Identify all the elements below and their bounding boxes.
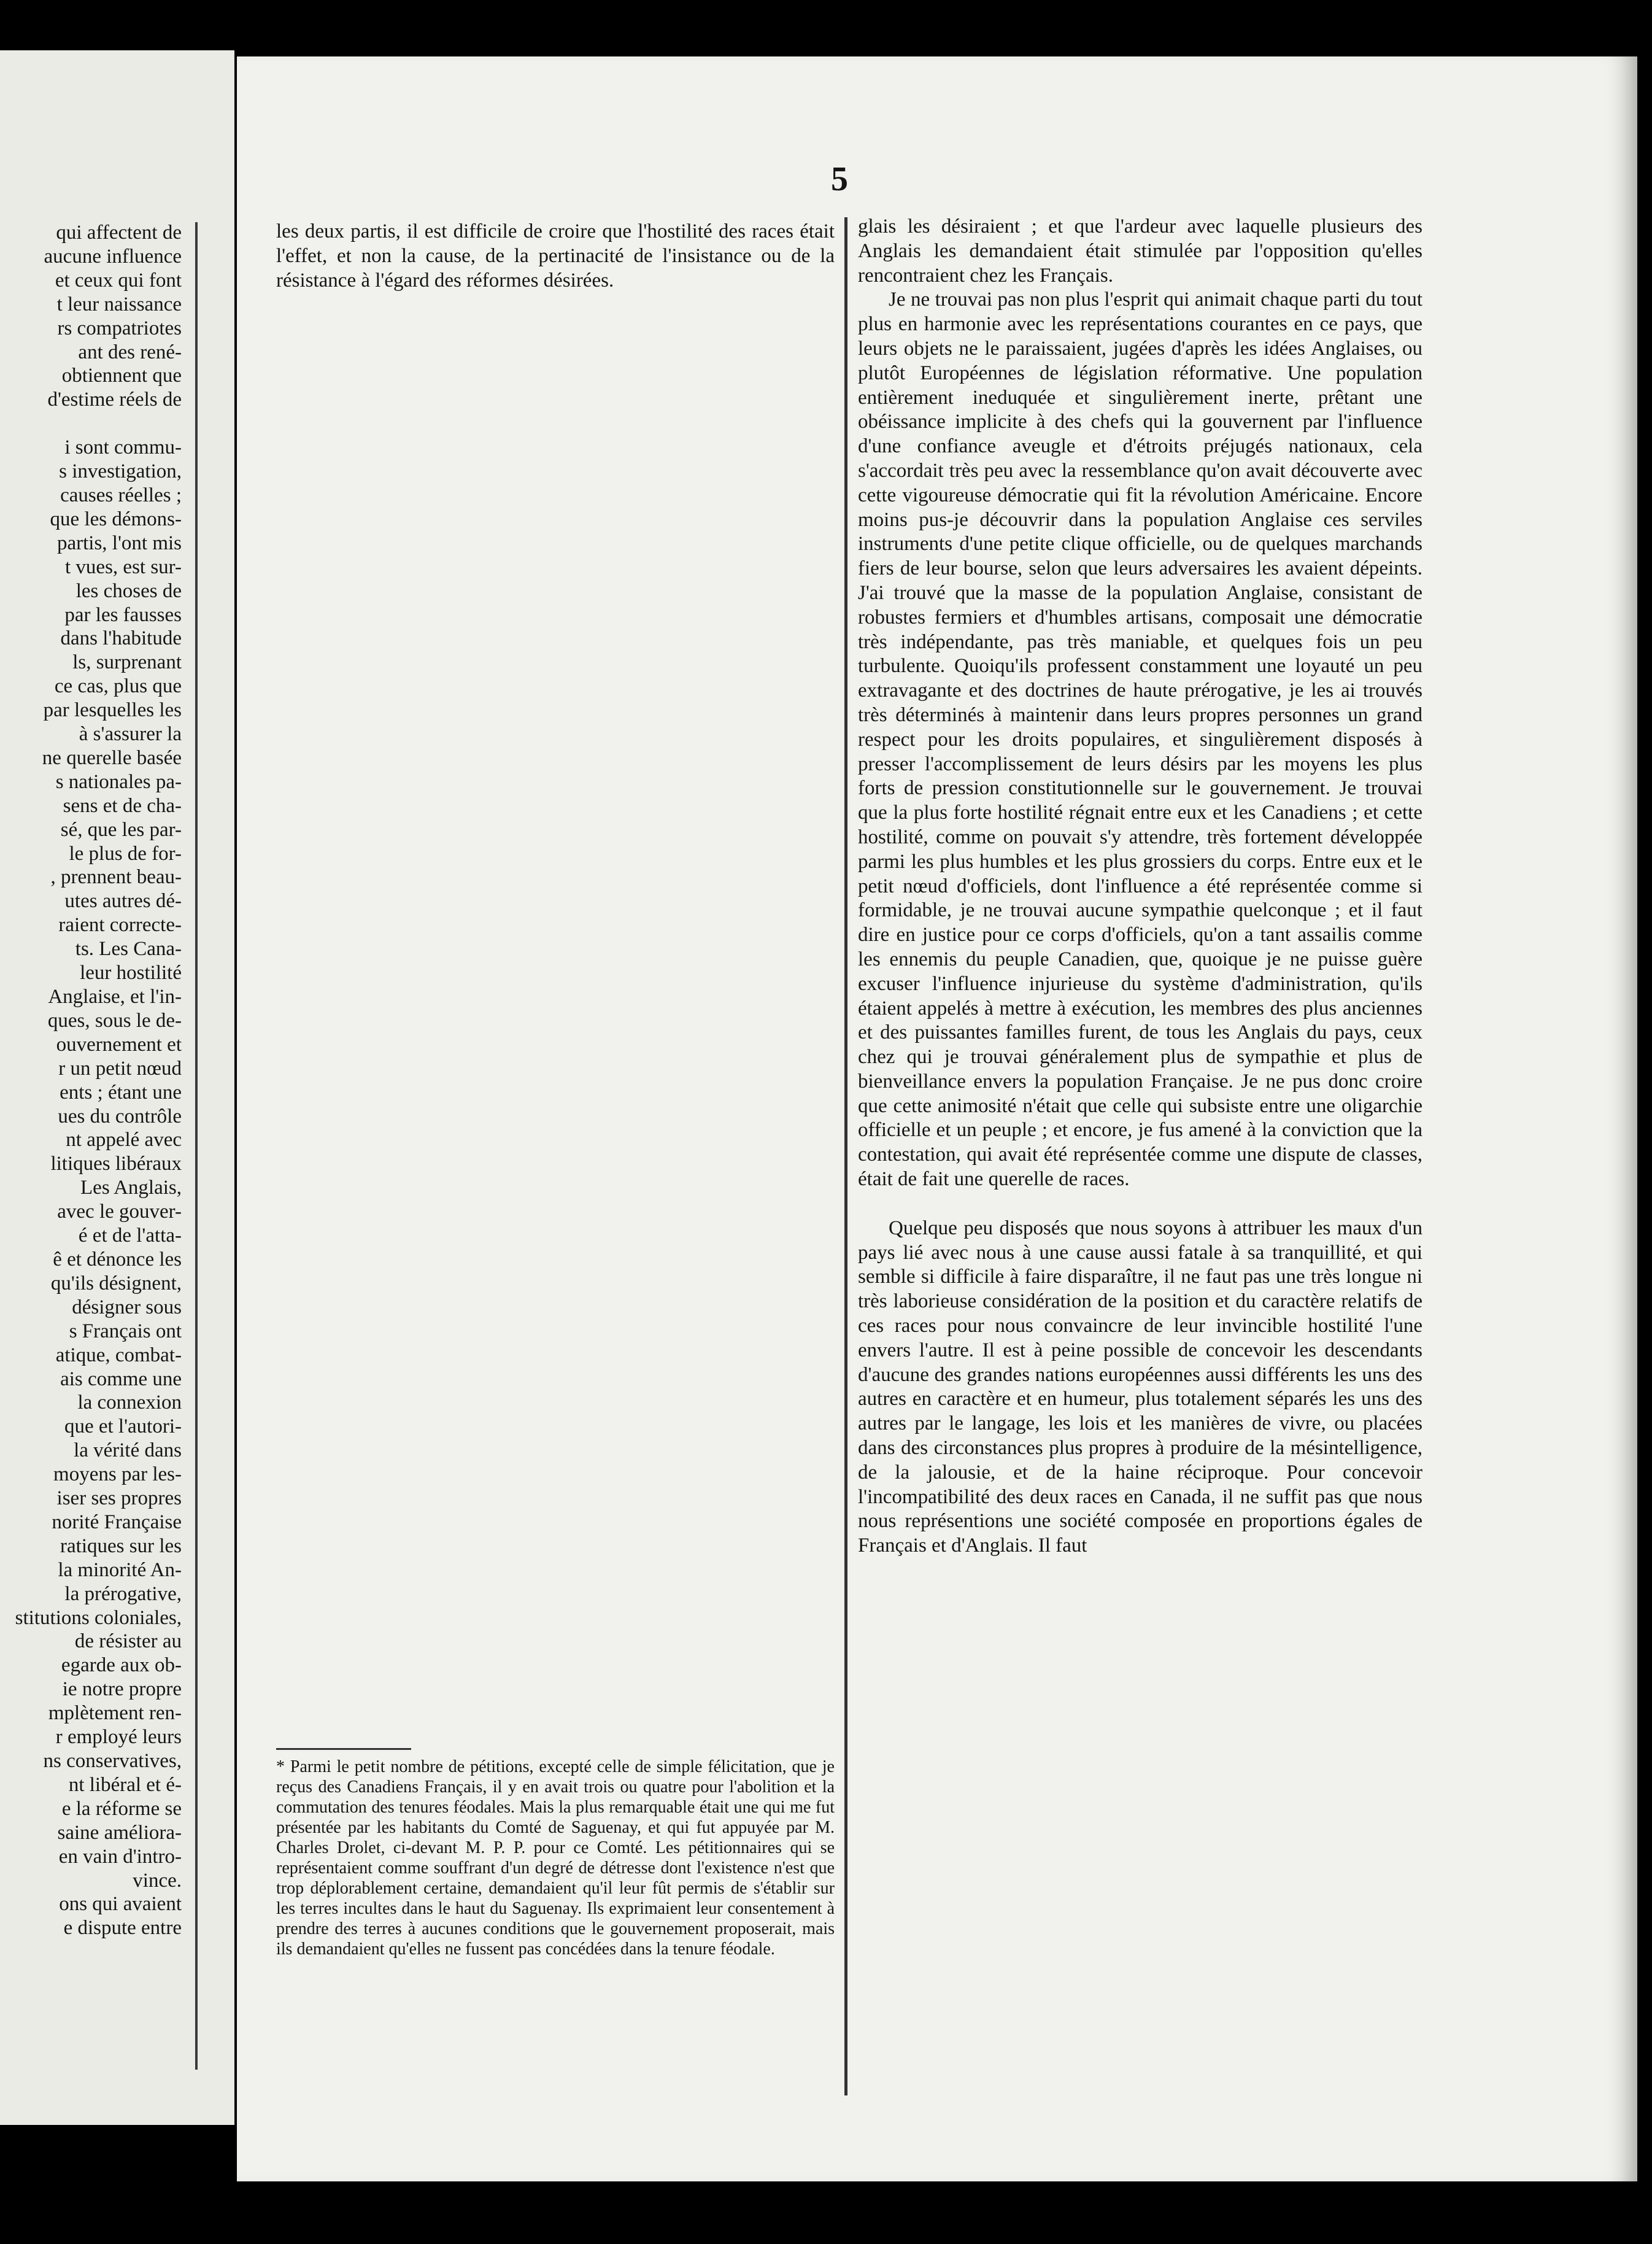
facing-page-line: la connexion bbox=[77, 1391, 182, 1414]
document-page bbox=[237, 56, 1637, 2181]
facing-page-line: et ceux qui font bbox=[55, 269, 182, 292]
facing-page-line: en vain d'intro- bbox=[58, 1845, 182, 1868]
facing-page-line: d'estime réels de bbox=[47, 389, 182, 411]
facing-page-line: Anglaise, et l'in- bbox=[48, 986, 182, 1008]
facing-page-line: t leur naissance bbox=[56, 293, 182, 315]
facing-page-line: dans l'habitude bbox=[60, 627, 182, 650]
facing-page-line: egarde aux ob- bbox=[61, 1654, 182, 1677]
facing-page-line: rs compatriotes bbox=[57, 317, 182, 339]
facing-page-line: par lesquelles les bbox=[43, 699, 182, 722]
facing-page-line: les choses de bbox=[75, 579, 182, 602]
facing-page-line: utes autres dé- bbox=[64, 890, 182, 913]
facing-page-text-column bbox=[0, 221, 182, 1940]
paragraph: les deux partis, il est difficile de croire que l'hostilité des races était l'effet, et non la cause, de la pertinacité de l'insistance ou de la résistance à l'égard des réformes désirées. bbox=[276, 220, 835, 292]
paragraph: Quelque peu disposés que nous soyons à attribuer les maux d'un pays lié avec nous à une cause aussi fatale à sa tranquillité, et qui semble si difficile à faire disparaître, il ne faut pas une très longue ni très laborieuse considération de la position et du caractère relatifs de ces races pour nous convaincre de leur invincible hostilité l'une envers l'autre. Il est à peine possible de concevoir les descendants d'aucune des grandes nations européennes aussi différents les uns des autres en caractère et en humeur, plus totalement séparés les uns des autres par le langage, les lois et les manières de vivre, ou placées dans des circonstances plus propres à produire de la mésintelligence, de la jalousie, et de la haine réciproque. Pour concevoir l'incompatibilité des deux races en Canada, il ne suffit pas que nous nous représentions une société composée en proportions égales de Français et d'Anglais. Il faut bbox=[858, 1217, 1422, 1557]
facing-page-line: norité Française bbox=[52, 1511, 182, 1533]
facing-page-line: la prérogative, bbox=[64, 1582, 182, 1605]
facing-page-line: i sont commu- bbox=[64, 436, 182, 459]
facing-page-line: atique, combat- bbox=[55, 1344, 182, 1366]
facing-page-line: que les démons- bbox=[50, 508, 182, 530]
facing-page-line bbox=[0, 412, 182, 436]
facing-page-line: ouvernement et bbox=[56, 1033, 182, 1056]
facing-page-line: désigner sous bbox=[72, 1296, 182, 1318]
facing-page-line: ons qui avaient bbox=[59, 1893, 182, 1916]
facing-page-line: r un petit nœud bbox=[58, 1057, 182, 1080]
facing-page-line: r employé leurs bbox=[55, 1726, 182, 1749]
page-number: 5 bbox=[831, 160, 848, 198]
section-spacer bbox=[858, 1192, 1422, 1217]
facing-page-line: leur hostilité bbox=[80, 962, 182, 985]
facing-page-line: raient correcte- bbox=[58, 914, 182, 937]
facing-page-line: s nationales pa- bbox=[55, 770, 182, 793]
facing-page-line: litiques libéraux bbox=[50, 1153, 182, 1175]
facing-page-line: e dispute entre bbox=[63, 1917, 182, 1940]
facing-page-line: vince. bbox=[133, 1869, 182, 1892]
facing-page-line: mplètement ren- bbox=[48, 1702, 182, 1725]
facing-page-line: ls, surprenant bbox=[72, 651, 182, 674]
facing-page-line: Les Anglais, bbox=[80, 1177, 182, 1199]
facing-page-line: stitutions coloniales, bbox=[15, 1606, 182, 1629]
facing-page-line: par les fausses bbox=[64, 603, 182, 626]
facing-page-line: ais comme une bbox=[60, 1368, 182, 1390]
facing-page-line: ratiques sur les bbox=[60, 1534, 182, 1557]
facing-page-line: ques, sous le de- bbox=[47, 1009, 182, 1032]
facing-page-line: , prennent beau- bbox=[50, 866, 182, 889]
facing-page-line: que et l'autori- bbox=[64, 1415, 182, 1438]
facing-page-line: la minorité An- bbox=[58, 1558, 182, 1581]
facing-page-line: à s'assurer la bbox=[79, 723, 182, 746]
facing-page-line: t vues, est sur- bbox=[65, 555, 182, 578]
facing-page-line: ê et dénonce les bbox=[53, 1248, 182, 1271]
facing-page-line: ce cas, plus que bbox=[54, 675, 182, 698]
facing-page-line: qui affectent de bbox=[56, 222, 182, 244]
footnote: * Parmi le petit nombre de pétitions, excepté celle de simple félicitation, que je reçus des Canadiens Français, il y en avait trois ou quatre pour l'abolition et la commutation des tenures féodales. Mais la plus remarquable était une qui me fut présentée par les habitants du Comté de Saguenay, et qui fut appuyée par M. Charles Drolet, ci-devant M. P. P. pour ce Comté. Les pétitionnaires qui se représentaient comme souffrant d'un degré de détresse dont l'existence n'est que trop déplorablement certaine, demandaient qu'il leur fût permis de s'établir sur les terres incultes dans le haut du Saguenay. Ils exprimaient leur consentement à prendre des terres à aucunes conditions que le gouvernement proposerait, mais ils demandaient qu'elles ne fussent pas concédées dans la tenure féodale. bbox=[276, 1757, 835, 1959]
facing-page-line: ne querelle basée bbox=[42, 746, 182, 769]
facing-page-line: sé, que les par- bbox=[60, 818, 182, 841]
paragraph: glais les désiraient ; et que l'ardeur avec laquelle plusieurs des Anglais les demandaient était stimulée par l'opposition qu'elles rencontraient chez les Français. bbox=[858, 215, 1422, 287]
facing-page-line: s Français ont bbox=[69, 1320, 182, 1342]
text-column-right bbox=[858, 215, 1422, 1558]
facing-page-line: iser ses propres bbox=[56, 1487, 182, 1510]
facing-page-line: ant des rené- bbox=[78, 341, 182, 363]
facing-page-line: é et de l'atta- bbox=[78, 1225, 182, 1247]
text-column-left bbox=[276, 220, 835, 293]
facing-page-line: partis, l'ont mis bbox=[56, 532, 182, 554]
facing-page-line: causes réelles ; bbox=[60, 484, 182, 506]
facing-page-line: e la réforme se bbox=[61, 1797, 182, 1820]
facing-page-line: ues du contrôle bbox=[58, 1105, 182, 1128]
facing-page-line: le plus de for- bbox=[69, 842, 182, 865]
facing-page-line: ents ; étant une bbox=[60, 1081, 182, 1104]
facing-page-line: nt libéral et é- bbox=[68, 1773, 182, 1796]
facing-page-line: de résister au bbox=[74, 1630, 182, 1653]
facing-page-line: la vérité dans bbox=[74, 1439, 182, 1462]
facing-page-line: qu'ils désignent, bbox=[50, 1272, 182, 1294]
facing-page-fragment bbox=[0, 50, 234, 2125]
facing-page-line: ts. Les Cana- bbox=[75, 938, 182, 961]
facing-page-line: ie notre propre bbox=[62, 1678, 182, 1701]
column-rule bbox=[844, 217, 847, 2095]
facing-page-line: saine améliora- bbox=[57, 1821, 182, 1844]
facing-page-line: moyens par les- bbox=[53, 1463, 182, 1486]
facing-page-column-rule bbox=[195, 222, 198, 2070]
facing-page-line: s investigation, bbox=[59, 460, 182, 483]
facing-page-line: ns conservatives, bbox=[43, 1750, 182, 1772]
facing-page-line: obtiennent que bbox=[61, 365, 182, 387]
facing-page-line: nt appelé avec bbox=[66, 1129, 182, 1151]
paragraph: Je ne trouvai pas non plus l'esprit qui animait chaque parti du tout plus en harmonie avec les représentations courantes en ce pays, que leurs objets ne le paraissaient, jugées d'après les idées Anglaises, ou plutôt Européennes de législation réformative. Une population entièrement ineduquée et singulièrement inerte, prêtant une obéissance implicite à des chefs qui la gouvernent par l'influence d'une confiance aveugle et d'étroits préjugés nationaux, cela s'accordait très peu avec la ressemblance qu'on avait découverte avec cette vigoureuse démocratie qui fit la révolution Américaine. Encore moins pus-je découvrir dans la population Anglaise ces serviles instruments d'une petite clique officielle, ou de quelques marchands fiers de leur bourse, selon que leurs adversaires les avaient dépeints. J'ai trouvé que la masse de la population Anglaise, consistant de robustes fermiers et d'humbles artisans, composait une démocratie très indépendante, pas très maniable, et quelques fois un peu turbulente. Quoiqu'ils professent constamment une loyauté un peu extravagante et des doctrines de haute prérogative, je les ai trouvés très déterminés à maintenir dans leurs propres personnes un grand respect pour les droits populaires, et singulièrement disposés à presser l'accomplissement de leurs désirs par les moyens les plus forts de pression constitutionnelle sur le gouvernement. Je trouvai que la plus forte hostilité régnait entre eux et les Canadiens ; et cette hostilité, comme on pouvait s'y attendre, très fortement développée parmi les plus humbles et les plus grossiers du corps. Entre eux et le petit nœud d'officiels, dont l'influence a été représentée comme si formidable, je ne trouvai aucune sympathie quelconque ; et il faut dire en justice pour ce corps d'officiels, qu'on a tant assailis comme les ennemis du peuple Canadien, que, quoique je ne puisse guère excuser l'influence injurieuse du système d'administration, qu'ils étaient appelés à mettre à exécution, les membres des plus anciennes et des puissantes familles furent, de tous les Anglais du pays, ceux chez qui je trouvai généralement plus de sympathie et plus de bienveillance envers la population Française. Je ne pus donc croire que cette animosité n'était que celle qui subsiste entre une oligarchie officielle et un peuple ; et encore, je fus amené à la conviction que la contestation, qui avait été représentée comme une dispute de classes, était de fait une querelle de races. bbox=[858, 288, 1422, 1191]
facing-page-line: avec le gouver- bbox=[57, 1201, 182, 1223]
facing-page-line: aucune influence bbox=[44, 245, 182, 268]
footnote-rule bbox=[276, 1748, 411, 1750]
facing-page-line: sens et de cha- bbox=[63, 794, 182, 817]
